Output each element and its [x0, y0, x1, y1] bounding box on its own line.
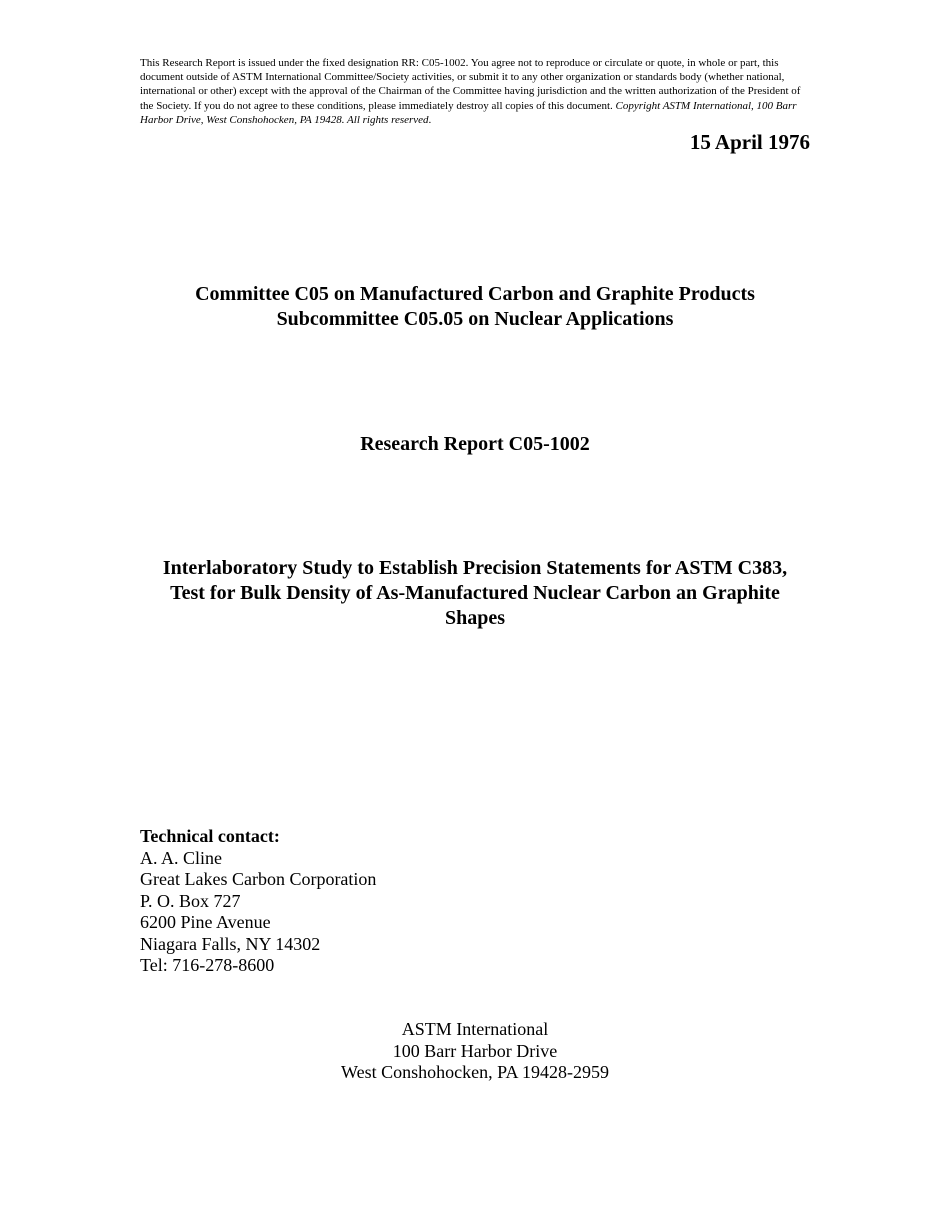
contact-line: Great Lakes Carbon Corporation [140, 869, 377, 889]
copyright-notice: This Research Report is issued under the fixed designation RR: C05-1002. You agree not to reproduce or circulate or quote, in whole or part, this document outside of ASTM International Committee/Society activities, or submit it to any other organization or standards body (whether national, international or other) except with the approval of the Chairman of the Committee having jurisdiction and the written authorization of the President of the Society. If you do not agree to these conditions, please immediately destroy all copies of this document. Copyright ASTM International, 100 Barr Harbor Drive, West Conshohocken, PA 19428. All rights reserved. [140, 57, 801, 126]
study-title: Interlaboratory Study to Establish Precision Statements for ASTM C383, Test for Bulk Density of As-Manufactured Nuclear Carbon an Graphite Shapes [162, 557, 788, 629]
report-id: Research Report C05-1002 [360, 433, 590, 455]
copyright-line: Copyright ASTM International, 100 Barr Harbor Drive, West Conshohocken, PA 19428. All rights reserved [140, 99, 797, 126]
contact-line: P. O. Box 727 [140, 890, 241, 911]
contact-line: 6200 Pine Avenue [140, 912, 271, 932]
report-date: 15 April 1976 [689, 130, 810, 154]
notice-text: This Research Report is issued under the fixed designation RR: C05-1002. You agree not to reproduce or circulate or quote, in whole or part, this document outside of ASTM International Committee/Society activities, or submit it to any other organization or standards body (whether national, international or other) except with the approval of the Chairman of the Committee having jurisdiction and the written authorization of the President of the Society. If you do not agree to these conditions, please immediately destroy all copies of this document. [140, 57, 801, 112]
contact-line: Tel: 716-278-8600 [140, 955, 275, 975]
org-line: West Conshohocken, PA 19428-2959 [341, 1062, 609, 1082]
org-line: 100 Barr Harbor Drive [392, 1040, 558, 1061]
technical-contact [140, 826, 376, 977]
org-line: ASTM International [401, 1019, 549, 1039]
committee-name: Committee C05 on Manufactured Carbon and Graphite Products [195, 283, 755, 305]
subcommittee-name: Subcommittee C05.05 on Nuclear Applications [276, 308, 674, 330]
organization-address [140, 1019, 810, 1084]
contact-label: Technical contact: [140, 826, 280, 846]
committee-heading [140, 282, 810, 332]
contact-line: Niagara Falls, NY 14302 [140, 933, 321, 954]
contact-line: A. A. Cline [140, 847, 223, 868]
